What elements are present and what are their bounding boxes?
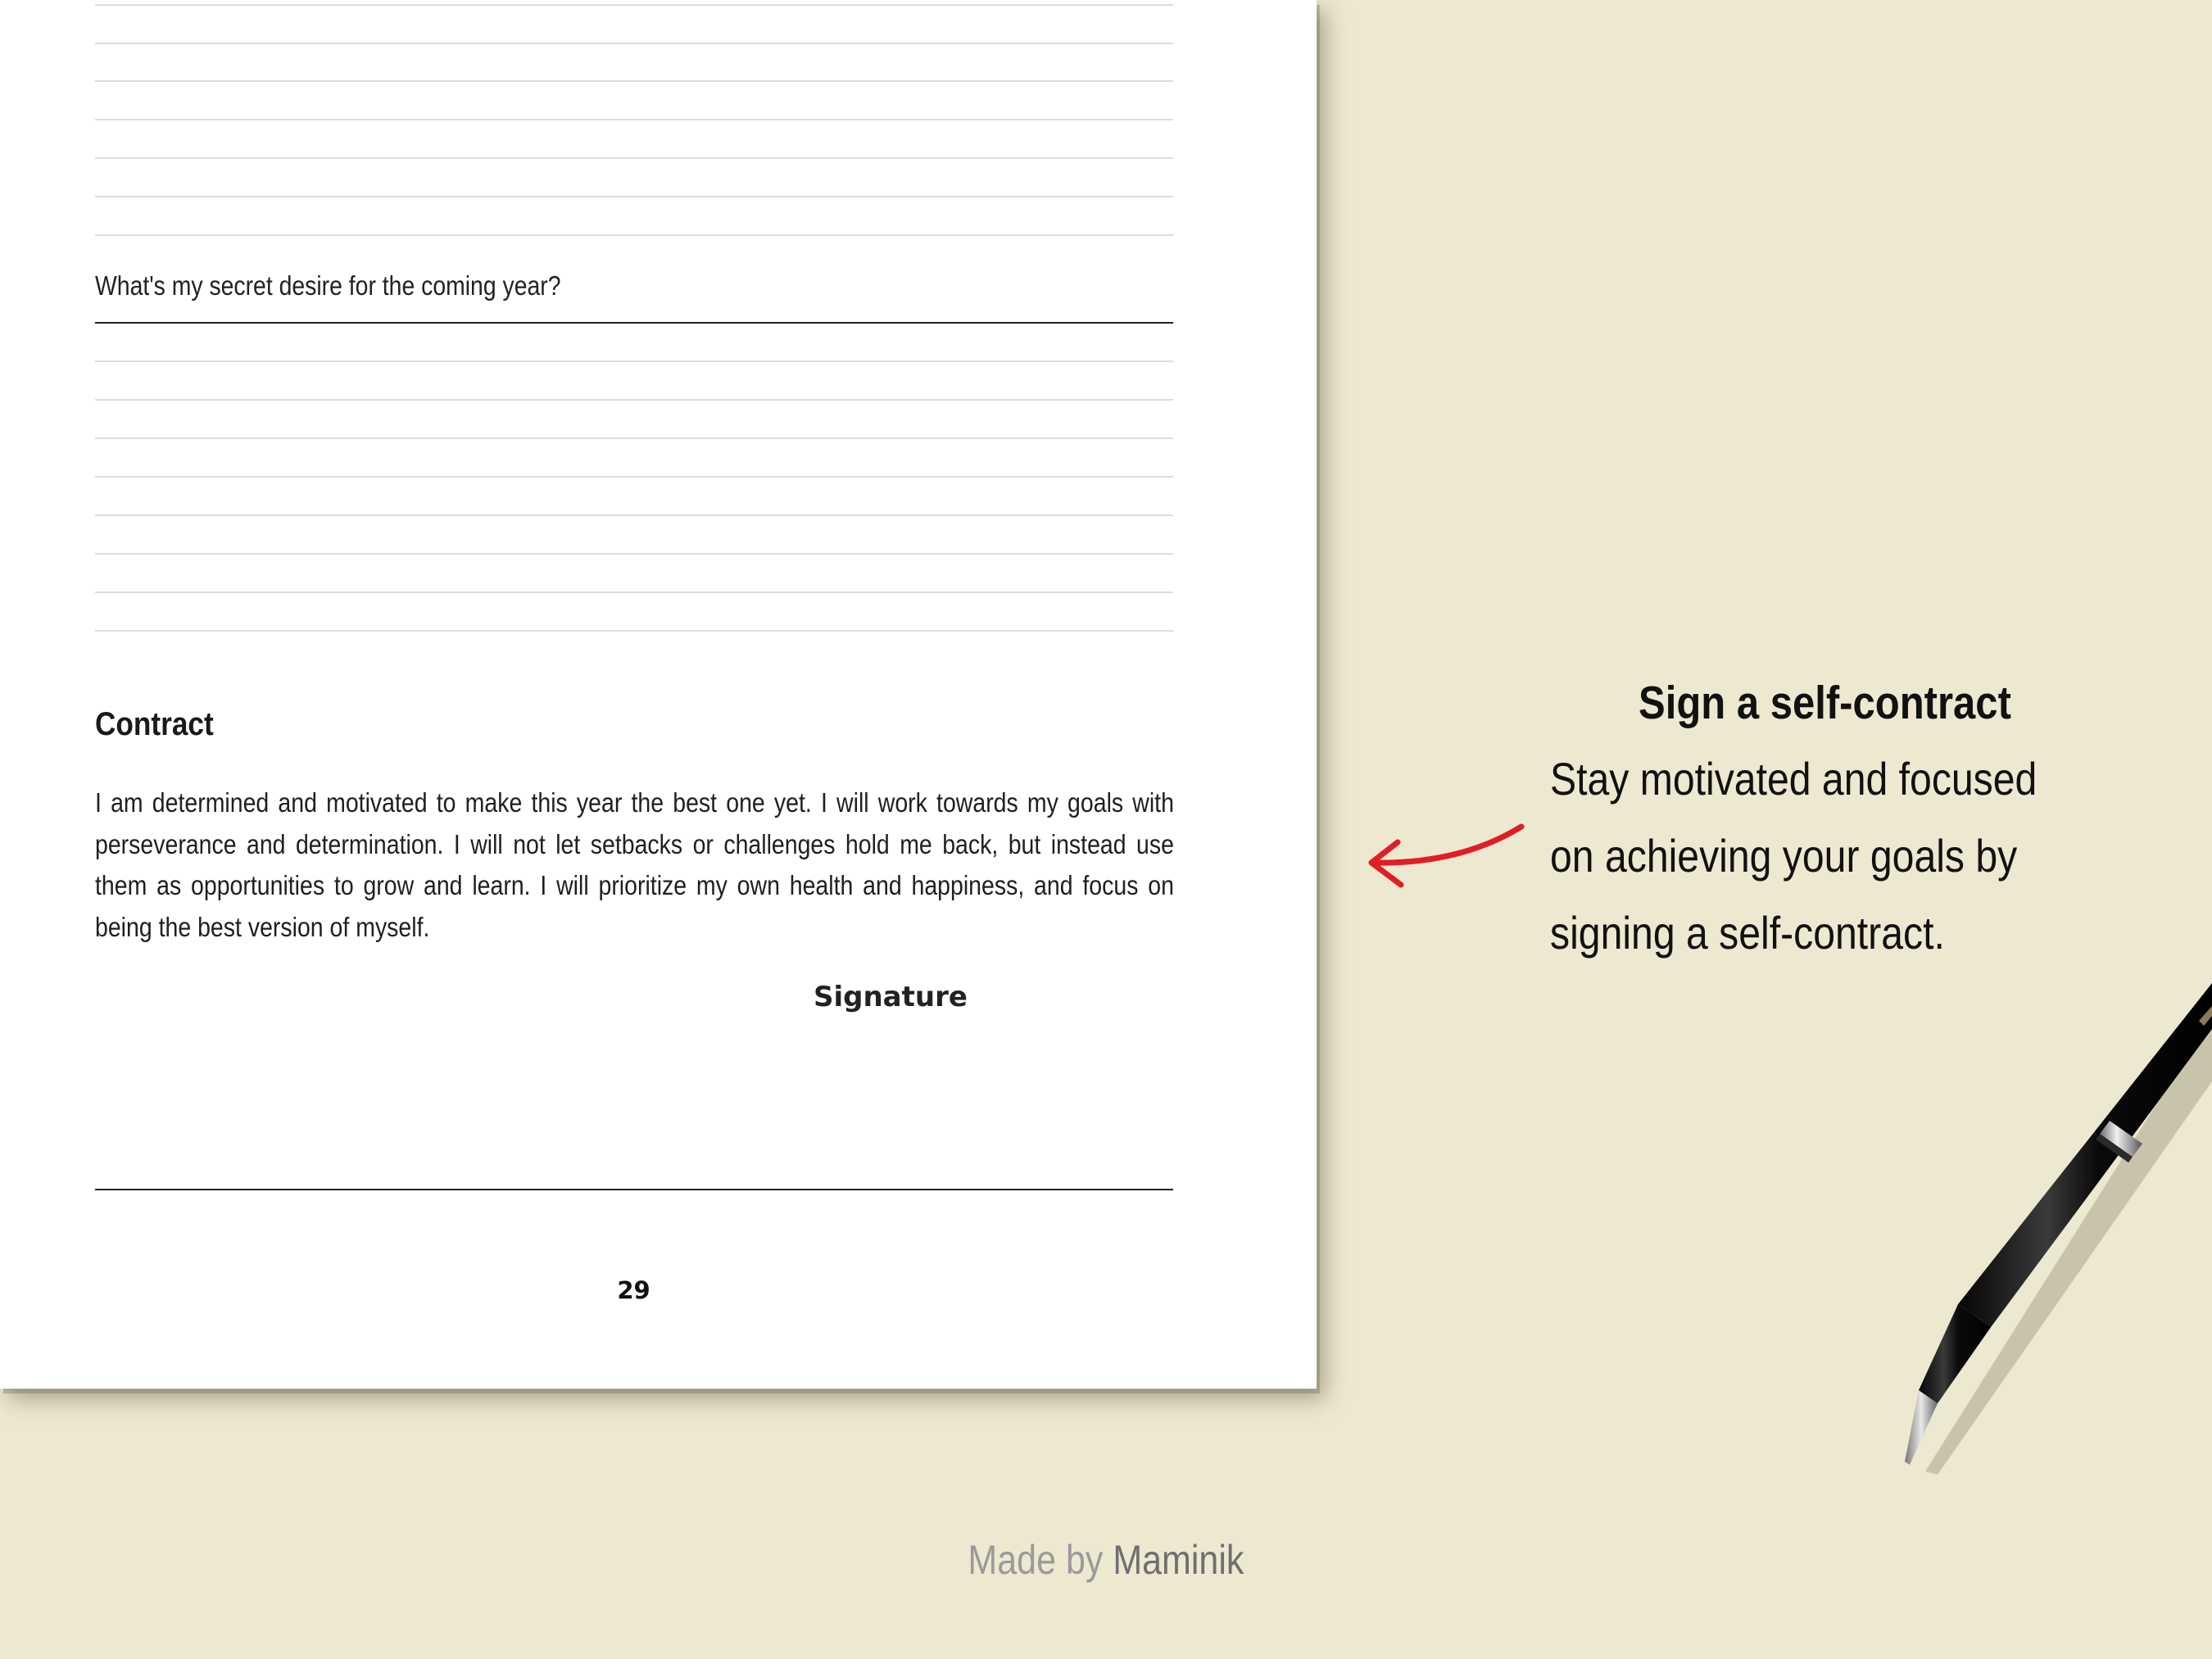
curved-arrow-icon (1360, 815, 1528, 897)
secret-desire-question: What's my secret desire for the coming year? (95, 270, 561, 301)
credit-brand: Maminik (1113, 1537, 1244, 1583)
contract-text: I am determined and motivated to make this year the best one yet. I will work towards my goals with perseverance and determination. I will not let setbacks or challenges hold me back, but instead use them as opportunities to grow and learn. I will prioritize my own health and happiness, and focus on being the best version of myself. (95, 787, 1174, 942)
credit-footer (0, 1536, 2212, 1584)
callout-line: on achieving your goals by (1550, 830, 2018, 882)
contract-heading: Contract (95, 706, 214, 742)
credit-prefix: Made by (968, 1537, 1104, 1583)
writing-line (95, 476, 1173, 478)
callout-line: signing a self-contract. (1550, 907, 1945, 959)
writing-line (95, 399, 1173, 401)
writing-line (95, 4, 1173, 6)
page-number: 29 (617, 1276, 650, 1304)
callout-title: Sign a self-contract (1639, 677, 2011, 729)
writing-line (95, 553, 1173, 555)
writing-line (95, 196, 1173, 197)
signature-label: Signature (814, 981, 968, 1013)
question-underline (95, 322, 1173, 324)
callout-line: Stay motivated and focused (1550, 753, 2037, 805)
writing-line (95, 437, 1173, 439)
planner-page (0, 0, 1317, 1389)
writing-line (95, 43, 1173, 44)
writing-line (95, 234, 1173, 236)
writing-line (95, 592, 1173, 593)
writing-line (95, 360, 1173, 362)
writing-line (95, 119, 1173, 120)
writing-line (95, 630, 1173, 632)
signature-line[interactable] (95, 1189, 1173, 1190)
writing-line (95, 514, 1173, 516)
writing-line (95, 157, 1173, 159)
pen-icon (1860, 983, 2212, 1499)
writing-line (95, 80, 1173, 82)
